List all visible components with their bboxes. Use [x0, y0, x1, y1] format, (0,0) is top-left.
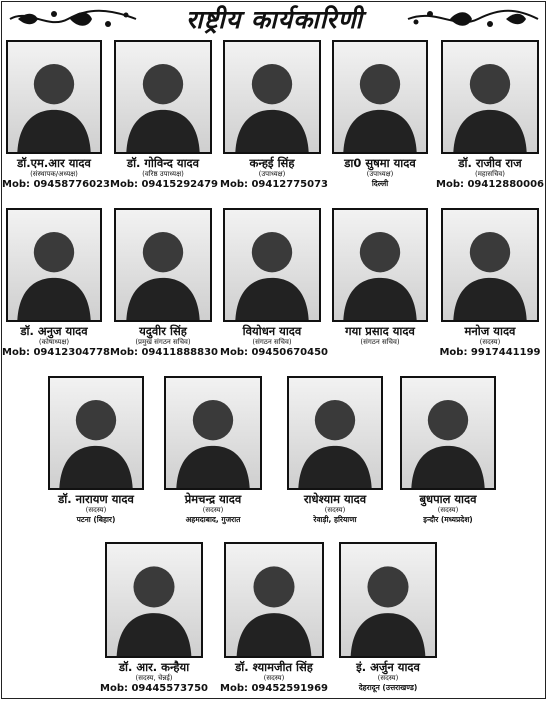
- person-silhouette-icon: [402, 378, 494, 488]
- member-name: बुधपाल यादव: [419, 492, 477, 506]
- member-photo: [114, 40, 212, 154]
- member-photo: [114, 208, 212, 322]
- member-role: (कोषाध्यक्ष): [38, 338, 70, 346]
- member-name: गया प्रसाद यादव: [345, 324, 415, 338]
- person-silhouette-icon: [226, 544, 322, 656]
- member-place: देहरादून (उत्तराखण्ड): [358, 683, 418, 692]
- member-card: [2, 208, 110, 359]
- member-card: [396, 376, 500, 525]
- member-role: (सदस्य): [202, 506, 224, 514]
- member-photo: [6, 208, 102, 322]
- member-photo: [332, 208, 428, 322]
- member-card: [160, 376, 266, 525]
- member-role: (सदस्य): [377, 674, 399, 682]
- member-place: अहमदाबाद, गुजरात: [185, 515, 241, 524]
- member-name: डॉ. श्यामजीत सिंह: [235, 660, 313, 674]
- member-place: रेवाड़ी, हरियाणा: [313, 515, 357, 524]
- member-photo: [224, 542, 324, 658]
- member-name: कन्हई सिंह: [249, 156, 295, 170]
- person-silhouette-icon: [334, 42, 426, 152]
- member-mobile: Mob: 09412304778: [2, 347, 110, 358]
- member-name: डॉ. राजीव राज: [458, 156, 522, 170]
- member-name: डॉ. अनुज यादव: [20, 324, 88, 338]
- person-silhouette-icon: [334, 210, 426, 320]
- member-name: यदुवीर सिंह: [139, 324, 187, 338]
- member-card: [328, 208, 432, 347]
- member-card: [436, 40, 544, 191]
- member-name: डॉ.एम.आर यादव: [17, 156, 91, 170]
- person-silhouette-icon: [443, 210, 537, 320]
- member-role: (प्रमुख संगठन सचिव): [135, 338, 191, 346]
- member-name: डॉ. गोविन्द यादव: [126, 156, 200, 170]
- person-silhouette-icon: [8, 210, 100, 320]
- member-mobile: Mob: 09415292479: [110, 179, 218, 190]
- person-silhouette-icon: [443, 42, 537, 152]
- member-card: [110, 208, 216, 359]
- member-name: राधेश्याम यादव: [303, 492, 367, 506]
- member-card: [282, 376, 388, 525]
- member-role: (सदस्य): [263, 674, 285, 682]
- member-role: (सदस्य): [437, 506, 459, 514]
- member-place: इन्दौर (मध्यप्रदेश): [423, 515, 473, 524]
- member-photo: [223, 208, 321, 322]
- member-mobile: Mob: 09452591969: [220, 683, 328, 694]
- person-silhouette-icon: [289, 378, 381, 488]
- member-photo: [105, 542, 203, 658]
- member-name: डा0 सुषमा यादव: [344, 156, 416, 170]
- person-silhouette-icon: [50, 378, 142, 488]
- member-name: मनोज यादव: [464, 324, 516, 338]
- member-card: [328, 40, 432, 189]
- person-silhouette-icon: [225, 42, 319, 152]
- person-silhouette-icon: [166, 378, 260, 488]
- member-role: (महासचिव): [474, 170, 506, 178]
- member-mobile: Mob: 09445573750: [100, 683, 208, 694]
- member-place: दिल्ली: [371, 179, 389, 188]
- member-photo: [400, 376, 496, 490]
- person-silhouette-icon: [107, 544, 201, 656]
- member-name: डॉ. नारायण यादव: [58, 492, 134, 506]
- floral-ornament-right-icon: [406, 6, 540, 32]
- member-photo: [164, 376, 262, 490]
- person-silhouette-icon: [225, 210, 319, 320]
- member-mobile: Mob: 9917441199: [439, 347, 541, 358]
- member-role: (संगठन सचिव): [252, 338, 292, 346]
- member-role: (सदस्य): [85, 506, 107, 514]
- member-card: [110, 40, 216, 191]
- member-card: [436, 208, 544, 359]
- member-mobile: Mob: 09411888830: [110, 347, 218, 358]
- member-photo: [441, 40, 539, 154]
- person-silhouette-icon: [116, 210, 210, 320]
- member-role: (संस्थापक/अध्यक्ष): [30, 170, 78, 178]
- member-photo: [6, 40, 102, 154]
- member-role: (सदस्य): [324, 506, 346, 514]
- person-silhouette-icon: [8, 42, 100, 152]
- page-title: राष्ट्रीय कार्यकारिणी: [185, 5, 364, 34]
- member-name: इं. अर्जुन यादव: [356, 660, 420, 674]
- member-role: (उपाध्यक्ष): [258, 170, 286, 178]
- member-mobile: Mob: 09450670450: [220, 347, 328, 358]
- member-photo: [339, 542, 437, 658]
- member-place: पटना (बिहार): [76, 515, 116, 524]
- member-role: (वरिष्ठ उपाध्यक्ष): [142, 170, 184, 178]
- member-mobile: Mob: 09412880006: [436, 179, 544, 190]
- member-photo: [48, 376, 144, 490]
- person-silhouette-icon: [341, 544, 435, 656]
- member-photo: [441, 208, 539, 322]
- member-role: (सदस्य): [479, 338, 501, 346]
- member-card: [220, 40, 328, 191]
- member-photo: [287, 376, 383, 490]
- member-name: प्रेमचन्द्र यादव: [184, 492, 242, 506]
- member-role: (उपाध्यक्ष): [366, 170, 394, 178]
- member-role: (सदस्य, चेन्नई): [135, 674, 173, 682]
- header: [0, 2, 549, 36]
- member-card: [220, 542, 328, 695]
- member-name: वियोधन यादव: [242, 324, 302, 338]
- member-card: [100, 542, 208, 695]
- member-mobile: Mob: 09412775073: [220, 179, 328, 190]
- member-card: [220, 208, 328, 359]
- member-card: [334, 542, 442, 693]
- member-photo: [223, 40, 321, 154]
- member-name: डॉ. आर. कन्हैया: [118, 660, 190, 674]
- member-role: (संगठन सचिव): [360, 338, 400, 346]
- member-card: [2, 40, 110, 191]
- member-photo: [332, 40, 428, 154]
- person-silhouette-icon: [116, 42, 210, 152]
- member-card: [44, 376, 148, 525]
- member-mobile: Mob: 09458776023: [2, 179, 110, 190]
